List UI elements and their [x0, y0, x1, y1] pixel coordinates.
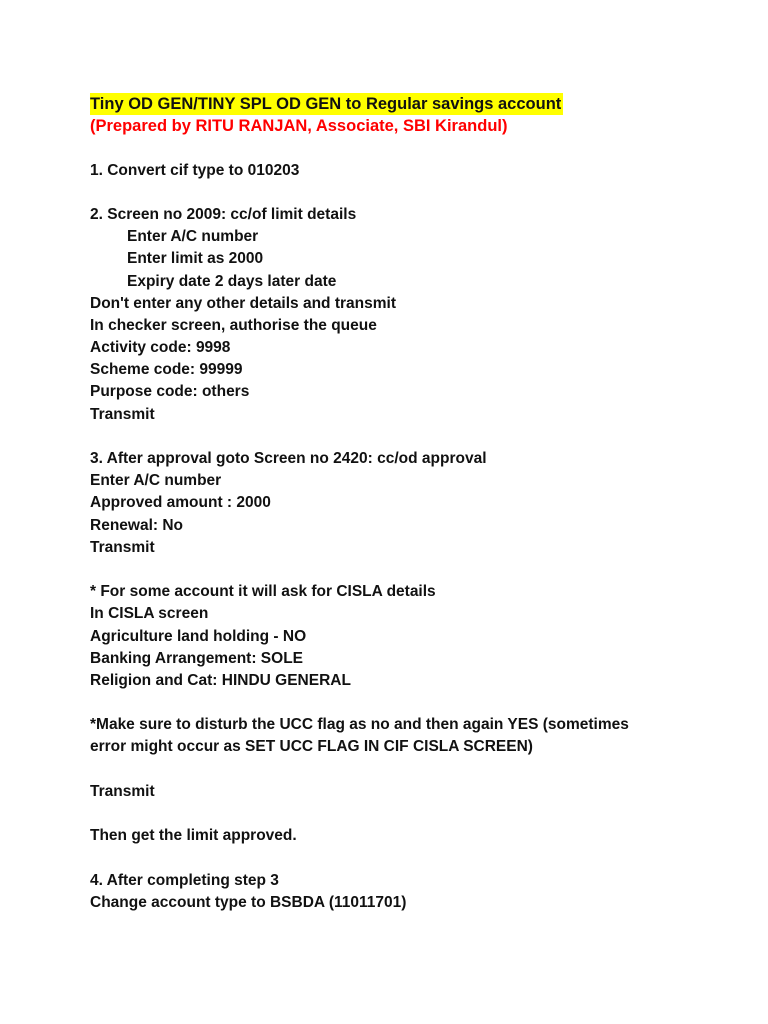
cisla-line: Banking Arrangement: SOLE	[90, 649, 304, 667]
step-2-line: Transmit	[90, 405, 155, 423]
cisla-line: * For some account it will ask for CISLA details	[90, 583, 436, 601]
spacer	[90, 803, 730, 825]
step-2-line: Scheme code: 99999	[90, 361, 243, 379]
step-4-line: Change account type to BSBDA (11011701)	[90, 893, 407, 911]
step-3-heading: 3. After approval goto Screen no 2420: cc/od approval	[90, 450, 487, 467]
cisla-line: Religion and Cat: HINDU GENERAL	[90, 671, 351, 689]
step-2-line: Don't enter any other details and transmit	[90, 294, 396, 312]
step-1: 1. Convert cif type to 010203	[90, 161, 300, 179]
limit-note: Then get the limit approved.	[90, 827, 297, 845]
step-2-sub-item: Enter limit as 2000	[127, 250, 264, 268]
step-3-line: Transmit	[90, 538, 155, 556]
spacer	[90, 426, 730, 448]
step-2-line: In checker screen, authorise the queue	[90, 316, 377, 334]
ucc-note-line: error might occur as SET UCC FLAG IN CIF CISLA SCREEN)	[90, 738, 533, 756]
step-3-line: Approved amount : 2000	[90, 494, 271, 512]
step-2-line: Activity code: 9998	[90, 339, 231, 357]
spacer	[90, 137, 730, 159]
step-2-line: Purpose code: others	[90, 383, 250, 401]
spacer	[90, 759, 730, 781]
spacer	[90, 847, 730, 869]
step-2-heading: 2. Screen no 2009: cc/of limit details	[90, 205, 357, 223]
cisla-line: In CISLA screen	[90, 605, 209, 623]
transmit-line: Transmit	[90, 782, 155, 800]
spacer	[90, 692, 730, 714]
step-2-sub-item: Expiry date 2 days later date	[127, 272, 337, 290]
title-line	[90, 93, 730, 115]
step-4-heading: 4. After completing step 3	[90, 871, 279, 889]
step-3-line: Renewal: No	[90, 516, 184, 534]
document-subtitle: (Prepared by RITU RANJAN, Associate, SBI Kirandul)	[90, 117, 508, 136]
step-3-line: Enter A/C number	[90, 472, 222, 490]
spacer	[90, 182, 730, 204]
cisla-line: Agriculture land holding - NO	[90, 627, 307, 645]
document-page	[90, 93, 730, 914]
step-2-sub-item: Enter A/C number	[127, 228, 259, 246]
ucc-note-line: *Make sure to disturb the UCC flag as no and then again YES (sometimes	[90, 716, 629, 734]
spacer	[90, 559, 730, 581]
document-title: Tiny OD GEN/TINY SPL OD GEN to Regular savings account	[90, 93, 563, 115]
